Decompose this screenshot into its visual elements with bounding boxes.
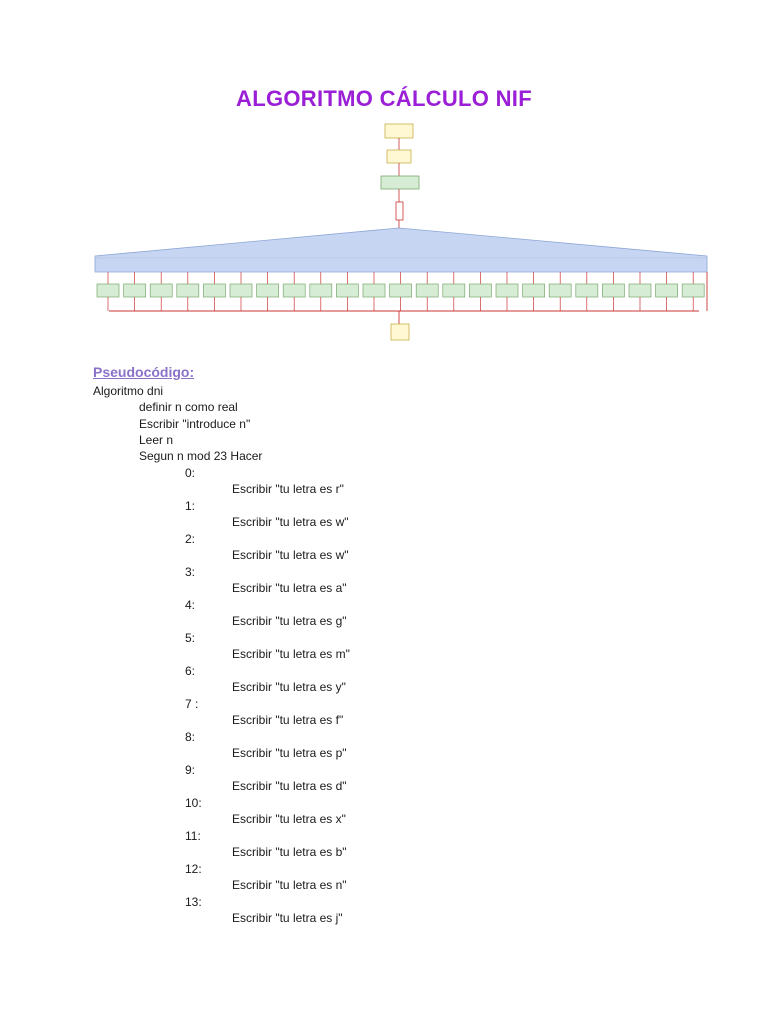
flowchart-end-node xyxy=(391,324,409,340)
case-label: 10: xyxy=(185,796,202,810)
case-label: 4: xyxy=(185,598,196,612)
case-label: 8: xyxy=(185,730,196,744)
case-output-box xyxy=(257,284,279,297)
case-label: 2: xyxy=(185,532,196,546)
case-action: Escribir "tu letra es w" xyxy=(232,515,349,529)
case-output-box xyxy=(336,284,358,297)
case-output-box xyxy=(629,284,651,297)
case-action: Escribir "tu letra es m" xyxy=(232,647,350,661)
case-label: 6: xyxy=(185,664,196,678)
case-output-box xyxy=(230,284,252,297)
code-line: Escribir "introduce n" xyxy=(139,417,251,431)
code-line: Leer n xyxy=(139,433,174,447)
flowchart-define-node xyxy=(387,150,411,176)
code-line: Segun n mod 23 Hacer xyxy=(139,449,263,463)
case-action: Escribir "tu letra es f" xyxy=(232,713,344,727)
case-output-box xyxy=(656,284,678,297)
case-label: 9: xyxy=(185,763,196,777)
case-label: 0: xyxy=(185,466,196,480)
case-output-box xyxy=(416,284,438,297)
case-action: Escribir "tu letra es p" xyxy=(232,746,347,760)
case-output-box xyxy=(469,284,491,297)
case-output-box xyxy=(150,284,172,297)
case-output-box xyxy=(576,284,598,297)
case-output-box xyxy=(443,284,465,297)
flowchart-input-node xyxy=(381,176,419,202)
flowchart-case-row xyxy=(97,272,704,311)
case-action: Escribir "tu letra es g" xyxy=(232,614,347,628)
flowchart-read-node xyxy=(396,202,403,228)
case-output-box xyxy=(496,284,518,297)
code-algorithm-header: Algoritmo dni xyxy=(93,384,164,398)
case-label: 7 : xyxy=(185,697,199,711)
case-output-box xyxy=(390,284,412,297)
case-output-box xyxy=(523,284,545,297)
case-action: Escribir "tu letra es j" xyxy=(232,911,343,925)
flowchart-merge-connector xyxy=(109,272,707,324)
case-output-box xyxy=(124,284,146,297)
pseudocode-heading: Pseudocódigo: xyxy=(93,364,195,380)
case-output-box xyxy=(549,284,571,297)
case-label: 11: xyxy=(185,829,201,843)
page-title: ALGORITMO CÁLCULO NIF xyxy=(236,86,532,111)
case-label: 12: xyxy=(185,862,202,876)
case-action: Escribir "tu letra es y" xyxy=(232,680,346,694)
case-action: Escribir "tu letra es b" xyxy=(232,845,347,859)
case-label: 3: xyxy=(185,565,196,579)
case-output-box xyxy=(602,284,624,297)
flowchart-switch-node xyxy=(95,228,707,272)
case-output-box xyxy=(310,284,332,297)
case-action: Escribir "tu letra es w" xyxy=(232,548,349,562)
case-action: Escribir "tu letra es d" xyxy=(232,779,347,793)
case-action: Escribir "tu letra es a" xyxy=(232,581,347,595)
flowchart-diagram xyxy=(93,118,709,354)
case-action: Escribir "tu letra es x" xyxy=(232,812,346,826)
case-label: 1: xyxy=(185,499,196,513)
case-label: 13: xyxy=(185,895,202,909)
case-output-box xyxy=(283,284,305,297)
case-label: 5: xyxy=(185,631,196,645)
case-output-box xyxy=(97,284,119,297)
code-line: definir n como real xyxy=(139,400,238,414)
case-action: Escribir "tu letra es r" xyxy=(232,482,344,496)
flowchart-start-node xyxy=(385,124,413,150)
case-action: Escribir "tu letra es n" xyxy=(232,878,347,892)
case-output-box xyxy=(203,284,225,297)
case-output-box xyxy=(177,284,199,297)
case-output-box xyxy=(363,284,385,297)
case-output-box xyxy=(682,284,704,297)
